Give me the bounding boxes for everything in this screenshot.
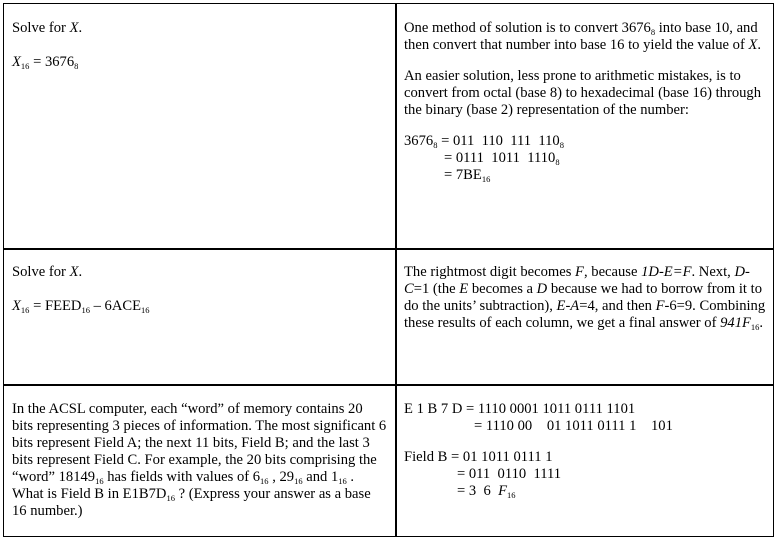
row3-question: In the ACSL computer, each “word” of memory contains 20 bits representing 3 pieces of information. The most significant 6 bits represent Field A; the next 11 bits, Field B; and the last 3 bits represent Field C. For example, the 20 bits comprising the “word” $18149_{16}$ has fields with values of $6_{16}$ , $29_{16}$ and $1_{16}$ . What is Field B in $E1B7D_{16}$ ? (Express your answer as a base 16 number.)	[12, 401, 387, 519]
row-divider-2	[3, 384, 774, 386]
row1-question: Solve for X. $X_{16} = 3676_8$	[12, 20, 83, 71]
column-divider	[395, 3, 397, 537]
row2-solution: The rightmost digit becomes F, because 1D-E=F. Next, D-C=1 (the E becomes a D because we had to borrow from it to do the units’ subtraction), E-A=4, and then F-6=9. Combining these results of each column, we get a final answer of $941F_{16}$.	[404, 264, 766, 332]
row3-solution: E 1 B 7 D = 1110 0001 1011 0111 1101 = 1110 00 01 1011 0111 1 101 Field B = 01 1011 0111 1 = 011 0110 1111 = 3 6 $F_{16}$	[404, 401, 673, 500]
row1-solution: One method of solution is to convert $3676_8$ into base 10, and then convert that number into base 16 to yield the value of X. An easier solution, less prone to arithmetic mistakes, is to convert from octal (base 8) to hexadecimal (base 16) through the binary (base 2) representation of the number: $3676_8 = 011$ 110 111 $110_8$ = 0111 1011 $1110_8$ = $7BE_{16}$	[404, 20, 762, 184]
row-divider-1	[3, 248, 774, 250]
row2-question: Solve for X. $X_{16}$ = $FEED_{16} - 6ACE_{16}$	[12, 264, 150, 315]
